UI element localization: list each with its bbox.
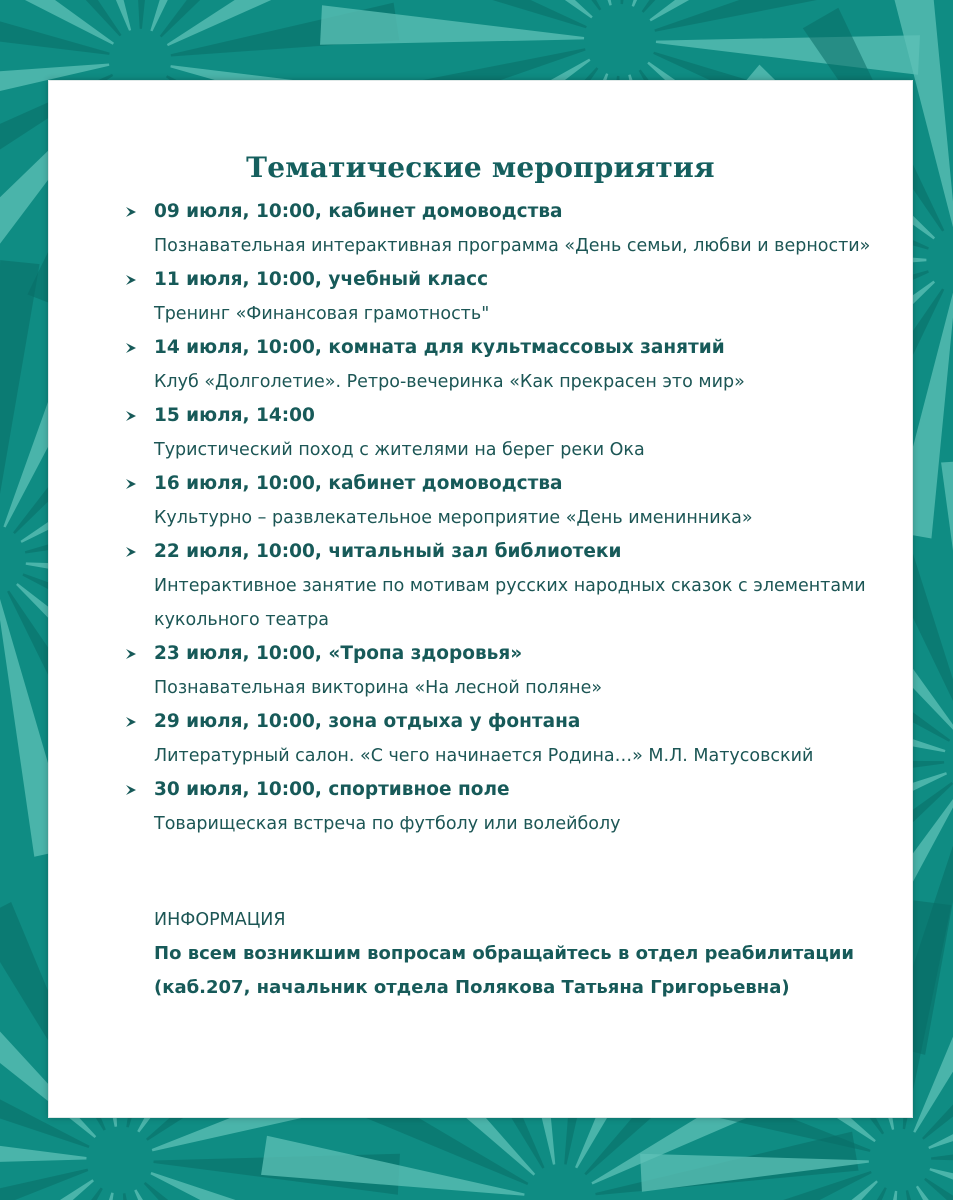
info-text: По всем возникшим вопросам обращайтесь в отдел реабилитации (каб.207, начальник отдела Полякова Татьяна Григорьевна) [154, 943, 854, 998]
arrowhead-icon [122, 399, 140, 433]
arrowhead-icon [122, 773, 140, 807]
event-item [49, 195, 914, 263]
arrowhead-icon [122, 331, 140, 365]
event-item [49, 705, 914, 773]
event-date-place: 23 июля, 10:00, «Тропа здоровья» [154, 643, 523, 664]
event-item [49, 535, 914, 637]
event-item [49, 331, 914, 399]
arrowhead-icon [122, 195, 140, 229]
event-item [49, 467, 914, 535]
event-description: Клуб «Долголетие». Ретро-вечеринка «Как прекрасен это мир» [154, 372, 745, 392]
event-description: Литературный салон. «С чего начинается Родина…» М.Л. Матусовский [154, 746, 814, 766]
arrowhead-icon [122, 705, 140, 739]
content-card [48, 80, 913, 1118]
page-title: Тематические мероприятия [246, 151, 715, 184]
event-date-place: 16 июля, 10:00, кабинет домоводства [154, 473, 563, 494]
event-date-place: 14 июля, 10:00, комната для культмассовых занятий [154, 337, 725, 358]
event-item [49, 773, 914, 841]
event-date-place: 30 июля, 10:00, спортивное поле [154, 779, 510, 800]
event-item [49, 263, 914, 331]
event-item [49, 637, 914, 705]
event-date-place: 09 июля, 10:00, кабинет домоводства [154, 201, 563, 222]
event-description: Товарищеская встреча по футболу или волейболу [154, 814, 621, 834]
event-date-place: 22 июля, 10:00, читальный зал библиотеки [154, 541, 622, 562]
event-description: Интерактивное занятие по мотивам русских народных сказок с элементами кукольного театра [154, 576, 866, 630]
event-description: Познавательная викторина «На лесной поляне» [154, 678, 603, 698]
event-description: Туристический поход с жителями на берег реки Ока [154, 440, 645, 460]
arrowhead-icon [122, 263, 140, 297]
arrowhead-icon [122, 467, 140, 501]
event-date-place: 29 июля, 10:00, зона отдыха у фонтана [154, 711, 581, 732]
event-date-place: 11 июля, 10:00, учебный класс [154, 269, 489, 290]
arrowhead-icon [122, 535, 140, 569]
info-label: ИНФОРМАЦИЯ [154, 910, 286, 930]
event-description: Тренинг «Финансовая грамотность" [154, 304, 490, 324]
event-description: Культурно – развлекательное мероприятие «День именинника» [154, 508, 753, 528]
event-item [49, 399, 914, 467]
arrowhead-icon [122, 637, 140, 671]
event-date-place: 15 июля, 14:00 [154, 405, 315, 426]
event-list [49, 195, 914, 841]
event-description: Познавательная интерактивная программа «День семьи, любви и верности» [154, 236, 871, 256]
